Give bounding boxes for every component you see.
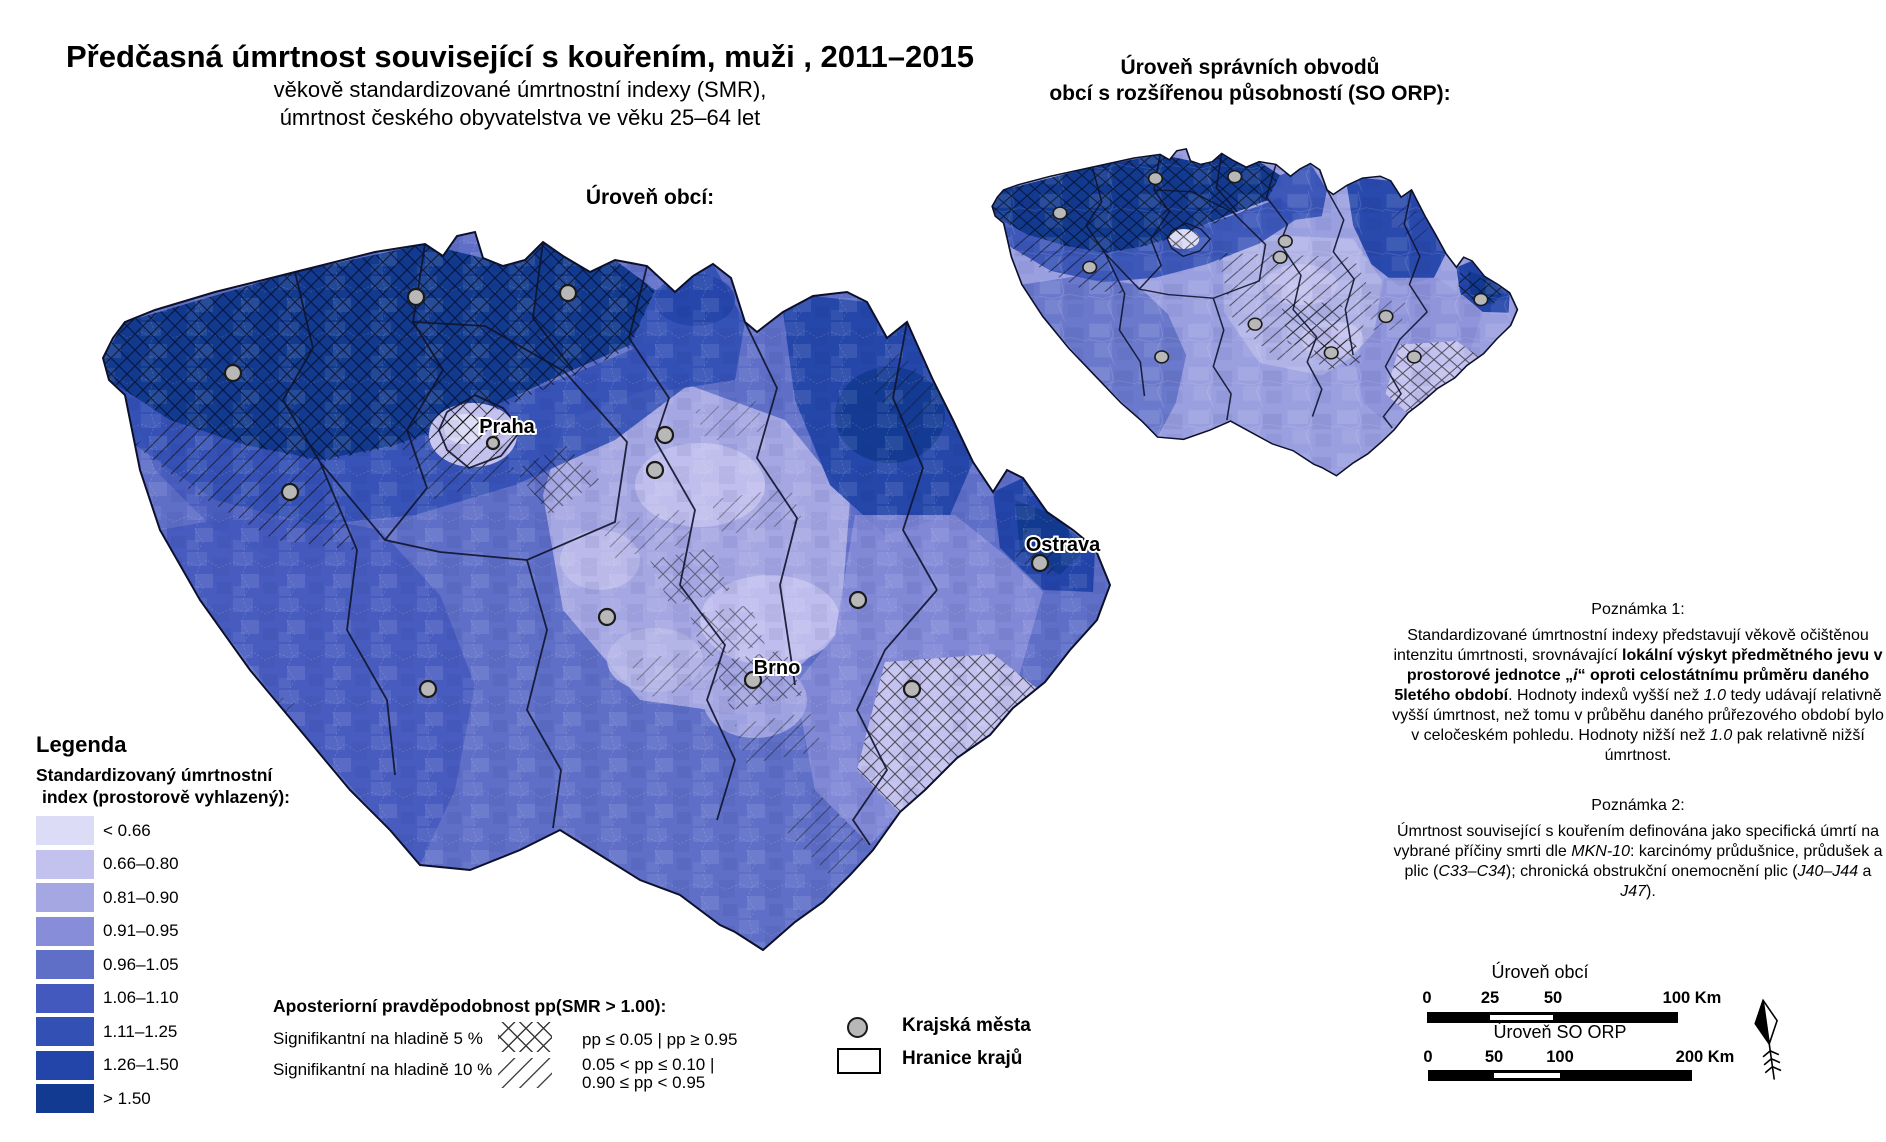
north-arrow-icon: [1752, 999, 1785, 1081]
scalebar-inset: [1490, 1015, 1553, 1020]
city-marker: [282, 484, 298, 500]
legend-class-row: [36, 883, 179, 912]
note-2-heading: Poznámka 2:: [1591, 797, 1685, 814]
note-2-text: ); chronická obstrukční onemocnění plic (: [1505, 863, 1798, 880]
page-subtitle-1: věkově standardizované úmrtnostní indexy (SMR),: [273, 77, 767, 102]
note-1-bold-italic: i: [1573, 667, 1578, 684]
legend-swatch: [36, 850, 94, 879]
city-marker: [408, 289, 424, 305]
legend-heading: Legenda: [36, 732, 127, 757]
pp-row2-value1: 0.05 < pp ≤ 0.10 |: [582, 1055, 715, 1074]
note-2-text: Úmrtnost související s kouřením definována jako specifická úmrtí na vybrané příčiny smrti dle: [1393, 823, 1879, 860]
city-marker-icon: [847, 1017, 868, 1038]
city-marker: [1083, 261, 1097, 273]
scalebar-obci-title: Úroveň obcí: [1491, 962, 1589, 982]
legend-class-label: 1.26–1.50: [103, 1055, 179, 1074]
city-marker: [1032, 555, 1048, 571]
scalebar-orp-tick: 100: [1546, 1048, 1574, 1066]
city-marker: [1273, 251, 1287, 263]
legend-class-label: 0.81–0.90: [103, 887, 179, 907]
legend-swatch: [36, 1084, 94, 1113]
legend-class-label: 0.66–0.80: [103, 854, 179, 873]
note-2-text: ).: [1646, 883, 1656, 900]
city-marker: [420, 681, 436, 697]
legend-swatch: [36, 950, 94, 979]
legend-class-row: [36, 950, 179, 979]
note-2-italic: MKN-10: [1571, 843, 1630, 860]
orp-map: [988, 148, 1520, 478]
note-1-bold: lokální výskyt předmětného jevu v prostorové jednotce „: [1406, 647, 1883, 684]
legend-subheading-1: Standardizovaný úmrtnostní: [36, 765, 273, 785]
pp-row1-value: pp ≤ 0.05 | pp ≥ 0.95: [582, 1030, 738, 1049]
city-marker: [225, 365, 241, 381]
legend-class-row: [36, 1051, 179, 1080]
legend-class-label: < 0.66: [103, 820, 151, 840]
note-1-text: Standardizované úmrtnostní indexy představují věkově očištěnou intenzitu úmrtnosti, srovnávající: [1393, 627, 1869, 664]
page-title: Předčasná úmrtnost související s kouřením, muži , 2011–2015: [65, 39, 975, 74]
scalebar-orp-bar: [1428, 1070, 1692, 1081]
scalebar-obci-tick: 50: [1543, 989, 1563, 1007]
city-marker: [1474, 294, 1488, 306]
note-2-italic: J40–J44: [1797, 863, 1859, 880]
legend-class-row: [36, 850, 179, 879]
city-marker: [599, 609, 615, 625]
legend-swatch: [36, 816, 94, 845]
note-1-text: tedy udávají relativně vyšší úmrtnost, než tomu v průběhu daného průřezového období bylo v celočeském pohledu. Hodnoty nižší než: [1392, 687, 1884, 744]
orp-map-title-line1: Úroveň správních obvodů: [1120, 56, 1380, 79]
legend-swatch: [36, 1017, 94, 1046]
city-marker: [1407, 351, 1421, 363]
scalebar-orp-tick: 200 Km: [1675, 1048, 1735, 1066]
city-marker: [487, 437, 499, 449]
region-border-icon: [837, 1048, 881, 1074]
scalebar-orp-title: Úroveň SO ORP: [1493, 1022, 1627, 1042]
city-marker: [1324, 347, 1338, 359]
scalebar-obci-tick: 0: [1422, 989, 1432, 1007]
pp-row1-label: Signifikantní na hladině 5 %: [273, 1029, 483, 1048]
note-1-body: [1392, 626, 1884, 766]
legend-class-row: [36, 917, 179, 946]
scalebar-orp-tick: 50: [1484, 1048, 1504, 1066]
symbol-borders-label: Hranice krajů: [902, 1048, 1023, 1069]
municipality-map: [95, 230, 1115, 955]
legend-swatch: [36, 883, 94, 912]
city-marker: [1149, 173, 1163, 185]
note-2-italic: C33–C34: [1438, 863, 1506, 880]
note-1: [1392, 600, 1884, 766]
city-marker: [904, 681, 920, 697]
city-marker: [850, 592, 866, 608]
legend-swatch: [36, 984, 94, 1013]
pp-row2-value2: 0.90 ≤ pp < 0.95: [582, 1073, 706, 1092]
legend-class-row: [36, 816, 179, 845]
note-2-text: a: [1858, 863, 1872, 880]
city-marker: [1279, 235, 1293, 247]
orp-map-title-line2: obcí s rozšířenou působností (SO ORP):: [1049, 82, 1451, 105]
city-label-praha: Praha: [479, 416, 535, 438]
city-marker: [647, 462, 663, 478]
legend-class-label: 1.06–1.10: [103, 988, 179, 1007]
symbol-cities-label: Krajská města: [902, 1015, 1031, 1036]
note-2-body: [1392, 822, 1884, 902]
page-subtitle-2: úmrtnost českého obyvatelstva ve věku 25–64 let: [279, 105, 761, 130]
legend-class-label: > 1.50: [103, 1088, 151, 1108]
municipality-map-title: Úroveň obcí:: [585, 186, 715, 209]
city-marker: [1155, 351, 1169, 363]
note-1-italic: 1.0: [1710, 727, 1733, 744]
legend-class-label: 0.96–1.05: [103, 954, 179, 974]
city-marker: [1228, 171, 1242, 183]
crosshatch-pattern-swatch: [498, 1022, 552, 1052]
pp-legend-heading: Aposteriorní pravděpodobnost pp(SMR > 1.00):: [273, 996, 667, 1016]
orp-map-fills: [988, 148, 1520, 478]
city-marker: [560, 285, 576, 301]
legend-subheading-2: index (prostorově vyhlazený):: [42, 787, 290, 807]
legend-classes: [36, 816, 179, 1118]
municipality-map-fills: [95, 230, 1115, 955]
note-1-bold: “ oproti celostátnímu průměru daného 5letého období: [1394, 667, 1870, 704]
legend-swatch: [36, 1051, 94, 1080]
scalebar-obci-tick: 100 Km: [1662, 989, 1722, 1007]
city-marker: [657, 427, 673, 443]
city-marker: [1248, 318, 1262, 330]
note-1-text: pak relativně nižší úmrtnost.: [1604, 727, 1865, 764]
note-1-heading: Poznámka 1:: [1591, 601, 1685, 618]
city-marker: [1379, 311, 1393, 323]
legend-swatch: [36, 917, 94, 946]
diagonal-pattern-swatch: [498, 1058, 552, 1088]
note-1-text: . Hodnoty indexů vyšší než: [1508, 687, 1704, 704]
legend-class-label: 0.91–0.95: [103, 921, 179, 940]
city-label-ostrava: Ostrava: [1025, 534, 1101, 556]
legend-class-row: [36, 1017, 179, 1046]
legend-class-row: [36, 984, 179, 1013]
note-2: [1392, 796, 1884, 902]
scalebar-inset: [1494, 1073, 1560, 1078]
pp-row2-label: Signifikantní na hladině 10 %: [273, 1060, 493, 1079]
note-2-text: : karcinómy průdušnice, průdušek a plic (: [1404, 843, 1883, 880]
note-1-italic: 1.0: [1703, 687, 1727, 704]
legend-class-row: [36, 1084, 179, 1113]
note-2-italic: J47: [1620, 883, 1646, 900]
legend-class-label: 1.11–1.25: [103, 1021, 178, 1041]
scalebar-obci-tick: 25: [1480, 989, 1500, 1007]
city-label-brno: Brno: [753, 657, 801, 679]
scalebar-orp-tick: 0: [1423, 1048, 1433, 1066]
city-marker: [1053, 207, 1067, 219]
